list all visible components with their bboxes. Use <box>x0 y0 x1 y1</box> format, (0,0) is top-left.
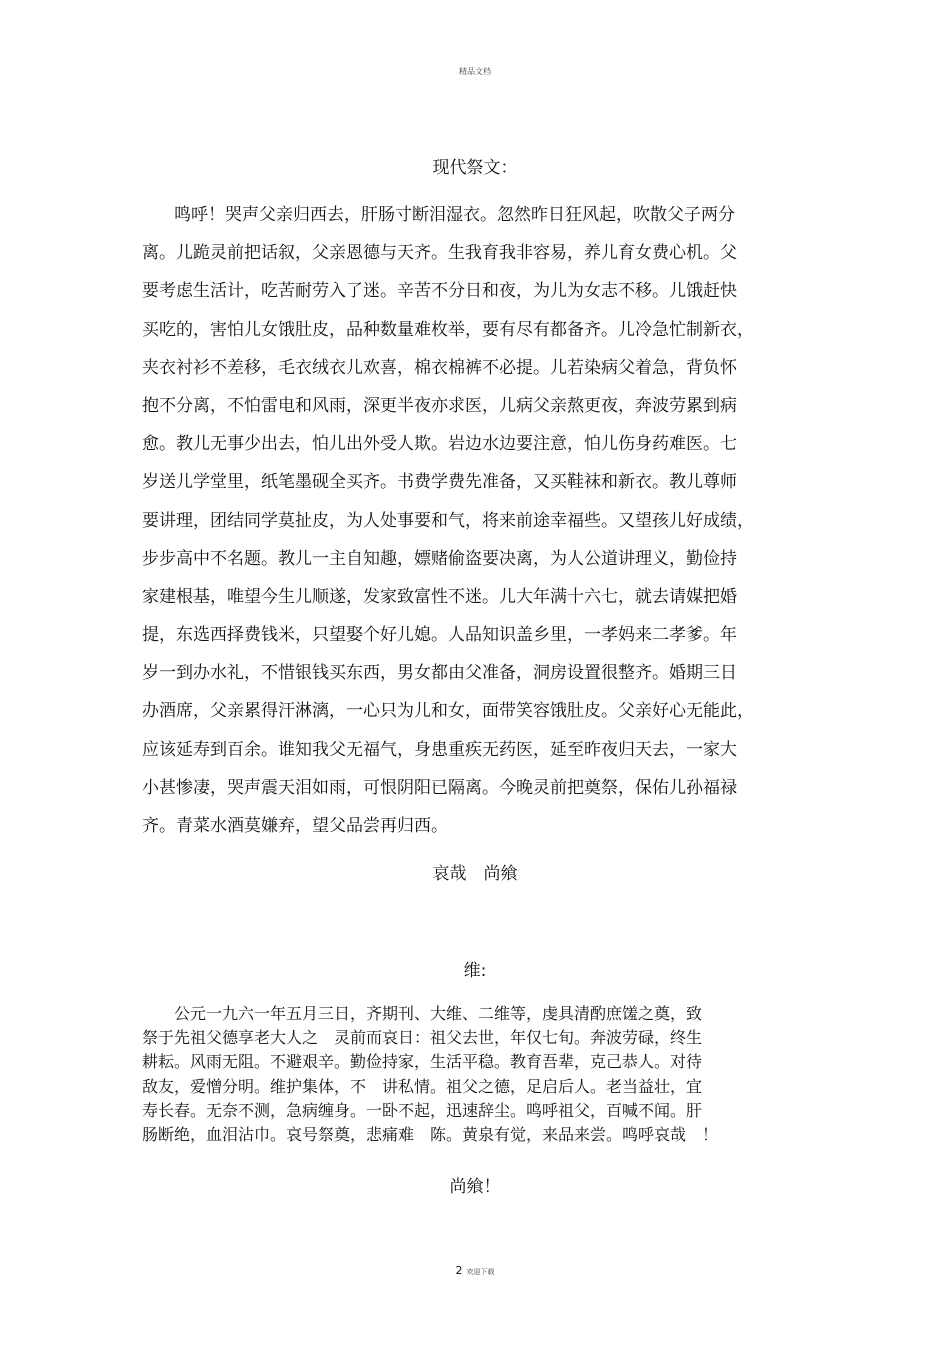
section1-closing: 哀哉 尚飨 <box>432 864 518 884</box>
text-line: 寿长春。无奈不测，急病缠身。一卧不起，迅速辞尘。鸣呼祖父，百喊不闻。肝 <box>142 1100 703 1120</box>
text-line: 祭于先祖父德享老大人之 灵前而哀日：祖父去世，年仅七旬。奔波劳碌，终生 <box>142 1028 703 1048</box>
section2-title: 维: <box>463 961 487 981</box>
text-line: 齐。青菜水酒莫嫌弃，望父品尝再归西。 <box>142 816 448 836</box>
section2-closing: 尚飨！ <box>449 1177 501 1197</box>
text-line: 愈。教儿无事少出去，怕儿出外受人欺。岩边水边要注意，怕儿伤身药难医。七 <box>142 434 737 455</box>
text-line: 离。儿跪灵前把话叙，父亲恩德与天齐。生我育我非容易，养儿育女费心机。父 <box>142 243 737 264</box>
text-line: 要讲理，团结同学莫扯皮，为人处事要和气，将来前途幸福些。又望孩儿好成绩， <box>142 510 754 531</box>
text-line: 提，东选西择费钱米，只望娶个好儿媳。人品知识盖乡里，一孝妈来二孝爹。年 <box>142 625 737 646</box>
text-line: 买吃的，害怕儿女饿肚皮，品种数量难枚举，要有尽有都备齐。儿冷急忙制新衣， <box>142 319 754 340</box>
text-line: 家建根基，唯望今生儿顺遂，发家致富性不迷。儿大年满十六七，就去请媒把婚 <box>142 586 737 607</box>
text-line: 岁一到办水礼，不惜银钱买东西，男女都由父准备，洞房设置很整齐。婚期三日 <box>142 663 737 684</box>
text-line: 应该延寿到百余。谁知我父无福气，身患重疾无药医，延至昨夜归天去，一家大 <box>142 739 737 760</box>
text-line: 抱不分离，不怕雷电和风雨，深更半夜亦求医，儿病父亲熬更夜，奔波劳累到病 <box>142 395 737 416</box>
section2-body <box>142 1003 822 1148</box>
header-watermark: 精品文档 <box>459 67 491 76</box>
text-line: 敌友，爱憎分明。维护集体，不 讲私情。祖父之德，足启后人。老当益壮，宜 <box>142 1076 703 1096</box>
section1-body <box>142 203 822 852</box>
text-line: 耕耘。风雨无阻。不避艰辛。勤俭持家，生活平稳。教育吾辈，克己恭人。对待 <box>142 1052 703 1072</box>
text-line: 肠断绝，血泪沾巾。哀号祭奠，悲痛难 陈。黄泉有觉，来品来尝。鸣呼哀哉 ！ <box>142 1124 719 1144</box>
text-line: 夹衣衬衫不差移，毛衣绒衣儿欢喜，棉衣棉裤不必提。儿若染病父着急，背负怀 <box>142 357 737 378</box>
text-line: 步步高中不名题。教儿一主自知趣，嫖赌偷盗要决离，为人公道讲理义，勤俭持 <box>142 548 737 569</box>
page-footer <box>0 1259 950 1278</box>
footer-text: 欢迎下载 <box>466 1268 495 1276</box>
text-line: 要考虑生活计，吃苦耐劳入了迷。辛苦不分日和夜，为儿为女志不移。儿饿赶快 <box>142 281 737 302</box>
page-number: 2 <box>455 1264 463 1277</box>
text-line: 办酒席，父亲累得汗淋漓，一心只为儿和女，面带笑容饿肚皮。父亲好心无能此， <box>142 701 754 722</box>
section1-title: 现代祭文： <box>432 158 518 178</box>
text-line: 鸣呼！哭声父亲归西去，肝肠寸断泪湿衣。忽然昨日狂风起，吹散父子两分 <box>174 205 735 225</box>
text-line: 岁送儿学堂里，纸笔墨砚全买齐。书费学费先准备，又买鞋袜和新衣。教儿尊师 <box>142 472 737 493</box>
text-line: 小甚惨凄，哭声震天泪如雨，可恨阴阳已隔离。今晚灵前把奠祭，保佑儿孙福禄 <box>142 777 737 798</box>
text-line: 公元一九六一年五月三日，齐期刊、大维、二维等，虔具清酌庶馐之奠，致 <box>174 1004 703 1023</box>
